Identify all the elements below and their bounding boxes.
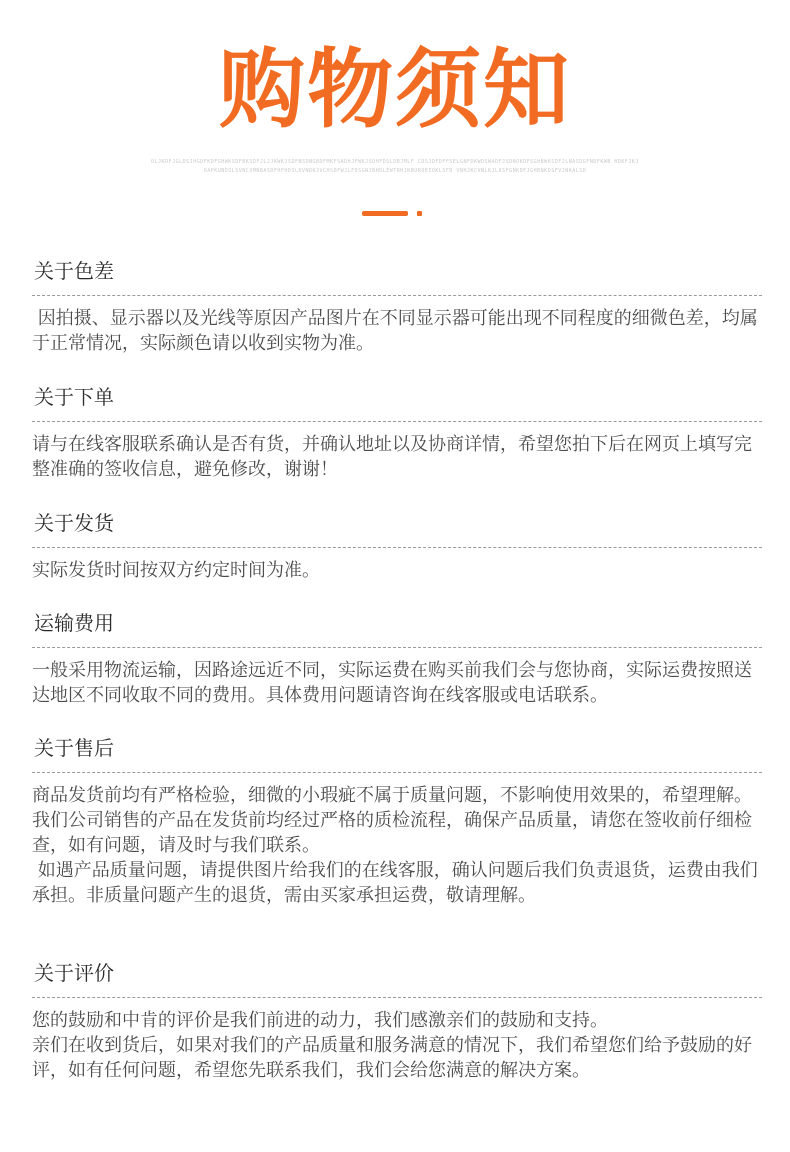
section-color-difference (32, 256, 762, 356)
section-body (32, 306, 762, 356)
section-paragraph: 我们公司销售的产品在发货前均经过严格的质检流程，确保产品质量，请您在签收前仔细检查，如有问题，请及时与我们联系。 (32, 810, 752, 856)
accent-bar (362, 211, 408, 216)
accent-dot (417, 211, 422, 216)
section-paragraph: 如遇产品质量问题，请提供图片给我们的在线客服，确认问题后我们负责退货，运费由我们承担。非质量问题产生的退货，需由买家承担运费，敬请理解。 (32, 860, 758, 906)
decorative-text: OLJKDFJGLDSJHGDFKDFGHWKSDFBKSDFJLJJKWKJSDFNSDNGBDFMKFSADHJFWKJSDHFDSLDBJMLF CDSJDFDFFSELGNFDKWDSWADFJSDNOKDFSGHBWKSDFJLNASDGFNDFKWB HDKFJKJOAPKUNDSLSVNCXMNBASDFHFHDSLKVNDKJVCHSDFWJLFDSGNJBHDLEWTRHJKBUROEIOKLSFD VNHJKCVNLKJLASFGNKDFJGHBNKDSFVJNKALSD (151, 159, 639, 174)
section-shipping (32, 508, 762, 583)
section-body (32, 783, 762, 908)
page-title: 购物须知 (219, 40, 571, 140)
section-paragraph: 您的鼓励和中肯的评价是我们前进的动力，我们感激亲们的鼓励和支持。 (32, 1010, 608, 1031)
section-paragraph: 亲们在收到货后，如果对我们的产品质量和服务满意的情况下，我们希望您们给予鼓励的好评，如有任何问题，希望您先联系我们，我们会给您满意的解决方案。 (32, 1035, 752, 1081)
page-header (0, 0, 790, 230)
section-title: 关于下单 (34, 385, 114, 409)
section-divider (32, 547, 762, 548)
section-body (32, 558, 762, 583)
section-divider (32, 997, 762, 998)
section-title: 关于售后 (34, 736, 114, 760)
section-freight (32, 608, 762, 708)
section-body (32, 658, 762, 708)
section-divider (32, 421, 762, 422)
section-divider (32, 772, 762, 773)
section-title: 关于发货 (34, 511, 114, 535)
section-paragraph: 一般采用物流运输，因路途远近不同，实际运费在购买前我们会与您协商，实际运费按照送达地区不同收取不同的费用。具体费用问题请咨询在线客服或电话联系。 (32, 660, 752, 706)
section-body (32, 1008, 762, 1083)
section-paragraph: 实际发货时间按双方约定时间为准。 (32, 560, 320, 581)
section-after-sales (32, 733, 762, 908)
section-body (32, 432, 762, 482)
section-ordering (32, 382, 762, 482)
section-title: 关于色差 (34, 259, 114, 283)
section-divider (32, 295, 762, 296)
section-reviews (32, 958, 762, 1083)
section-paragraph: 因拍摄、显示器以及光线等原因产品图片在不同显示器可能出现不同程度的细微色差，均属于正常情况，实际颜色请以收到实物为准。 (32, 308, 758, 354)
section-title: 运输费用 (34, 611, 114, 635)
section-paragraph: 商品发货前均有严格检验，细微的小瑕疵不属于质量问题，不影响使用效果的，希望理解。 (32, 785, 752, 806)
section-title: 关于评价 (34, 961, 114, 985)
section-paragraph: 请与在线客服联系确认是否有货，并确认地址以及协商详情，希望您拍下后在网页上填写完整准确的签收信息，避免修改，谢谢！ (32, 434, 752, 480)
section-divider (32, 647, 762, 648)
